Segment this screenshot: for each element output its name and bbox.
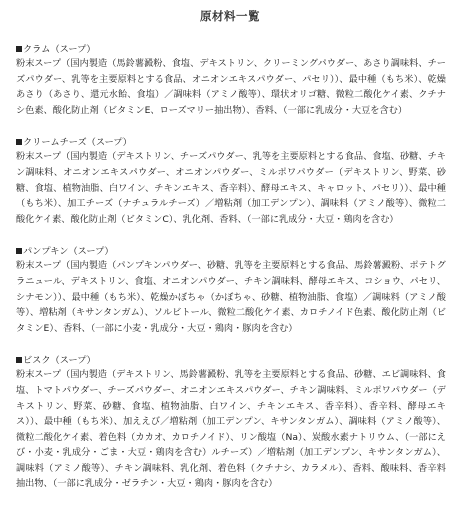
section-body-cream-cheese: 粉末スープ（国内製造（デキストリン、チーズパウダー、乳等を主要原料とする食品、食塩、砂糖、チキン調味料、オニオンエキスパウダー、オニオンパウダー、ミルポワパウダー（デキストリン、野菜、砂糖、食塩、植物油脂、白ワイン、チキンエキス、香辛料）、酵母エキス、キャロット、パセリ））、最中種（もち米）、加工チーズ（ナチュラルチーズ）／増粘剤（加工デンプン）、調味料（アミノ酸等）、微粒二酸化ケイ素、酸化防止剤（ビタミンC）、乳化剤、香料、（一部に乳成分・大豆・鶏肉を含む）: [16, 151, 446, 225]
section-clam: [16, 44, 446, 118]
section-heading-clam: [16, 44, 446, 56]
section-heading-cream-cheese: [16, 137, 446, 149]
section-pumpkin: [16, 246, 446, 336]
square-bullet-icon: [16, 46, 22, 52]
section-heading-pumpkin: [16, 246, 446, 258]
section-body-bisque: 粉末スープ（国内製造（デキストリン、馬鈴薯澱粉、乳等を主要原料とする食品、砂糖、エビ調味料、食塩、トマトパウダー、チーズパウダー、オニオンエキスパウダー、チキン調味料、ミルポワパウダー（デキストリン、野菜、砂糖、食塩、植物油脂、白ワイン、チキンエキス、香辛料）、香辛料、酵母エキス））、最中種（もち米）、加ええび／増粘剤（加工デンプン、キサンタンガム）、調味料（アミノ酸等）、微粒二酸化ケイ素、着色料（カカオ、カロチノイド）、リン酸塩（Na）、炭酸水素ナトリウム、（一部にえび・小麦・乳成分・ごま・大豆・鶏肉を含む）ルチーズ）／増粘剤（加工デンプン、キサンタンガム）、調味料（アミノ酸等）、チキン調味料、乳化剤、着色料（クチナシ、カラメル）、香料、酸味料、香辛料抽出物、（一部に乳成分・ゼラチン・大豆・鶏肉・豚肉を含む）: [16, 369, 446, 490]
section-heading-text: クリームチーズ（スープ）: [23, 137, 132, 149]
section-heading-text: ビスク（スープ）: [23, 355, 96, 367]
section-cream-cheese: [16, 137, 446, 227]
section-body-pumpkin: 粉末スープ（国内製造（パンプキンパウダー、砂糖、乳等を主要原料とする食品、馬鈴薯澱粉、ポテトグラニュール、デキストリン、食塩、オニオンパウダー、チキン調味料、酵母エキス、コショウ、パセリ、シナモン））、最中種（もち米）、乾燥かぼちゃ（かぼちゃ、砂糖、植物油脂、食塩）／調味料（アミノ酸等）、増粘剤（キサンタンガム）、ソルビトール、微粒二酸化ケイ素、カロチノイド色素、酸化防止剤（ビタミンE）、香料、（一部に小麦・乳成分・大豆・鶏肉・豚肉を含む）: [16, 260, 446, 334]
ingredients-list: [16, 44, 446, 511]
section-bisque: [16, 355, 446, 492]
page-title: 原材料一覧: [200, 9, 260, 23]
square-bullet-icon: [16, 248, 22, 254]
square-bullet-icon: [16, 139, 22, 145]
section-body-clam: 粉末スープ（国内製造（馬鈴薯澱粉、食塩、デキストリン、クリーミングパウダー、あさり調味料、チーズパウダー、乳等を主要原料とする食品、オニオンエキスパウダー、パセリ））、最中種（もち米）、乾燥あさり（あさり、還元水飴、食塩）／調味料（アミノ酸等）、環状オリゴ糖、微粒二酸化ケイ素、クチナシ色素、酸化防止剤（ビタミンE、ローズマリー抽出物）、香料、（一部に乳成分・大豆を含む）: [16, 58, 446, 116]
square-bullet-icon: [16, 357, 22, 363]
section-heading-text: パンプキン（スープ）: [23, 246, 114, 258]
section-heading-text: クラム（スープ）: [23, 44, 96, 55]
section-heading-bisque: [16, 355, 446, 367]
